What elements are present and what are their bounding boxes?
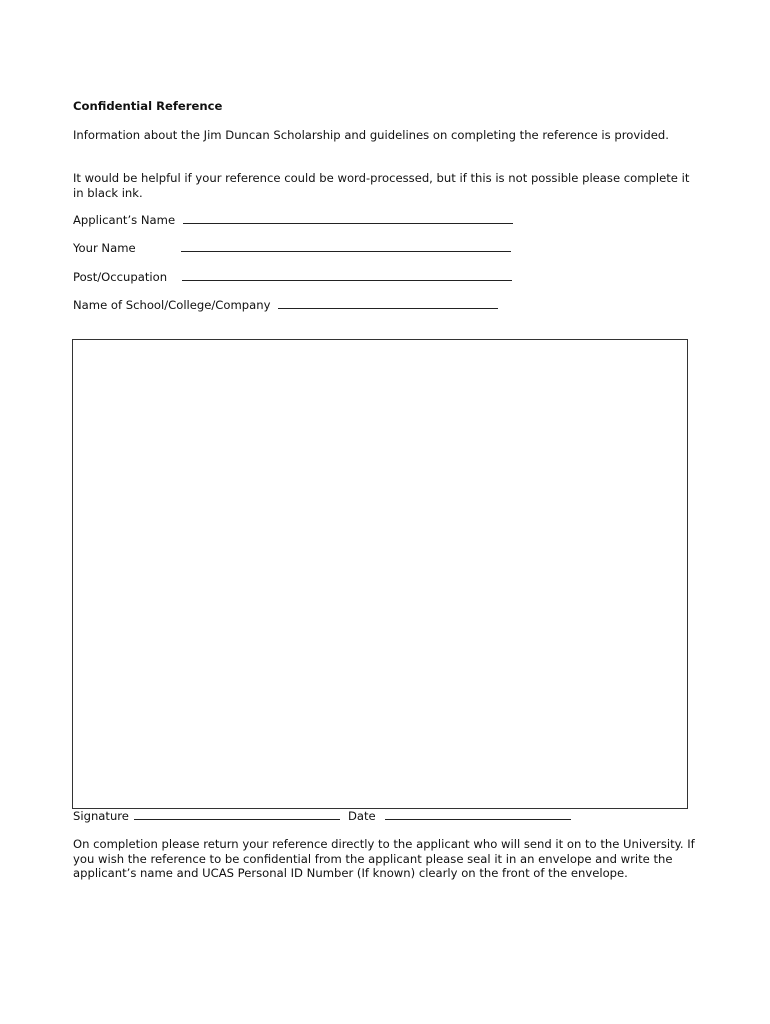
your-name-line[interactable] [181,240,511,252]
signature-label: Signature [73,809,129,823]
reference-text-box[interactable] [72,339,688,809]
applicant-name-field [73,212,513,228]
signature-line[interactable] [134,808,340,820]
form-title: Confidential Reference [73,99,223,113]
instruction-paragraph: It would be helpful if your reference could be word-processed, but if this is not possible please complete it in black ink. [73,171,690,200]
school-label: Name of School/College/Company [73,298,271,312]
post-occupation-label: Post/Occupation [73,270,168,284]
signature-date-row [73,808,571,824]
applicant-name-label: Applicant’s Name [73,213,176,227]
closing-paragraph: On completion please return your reference directly to the applicant who will send it on to the University. If you wish the reference to be confidential from the applicant please seal it in an envelope and write the applicant’s name and UCAS Personal ID Number (If known) clearly on the front of the envelope. [73,837,695,881]
post-occupation-line[interactable] [182,269,512,281]
applicant-name-line[interactable] [183,212,513,224]
intro-paragraph: Information about the Jim Duncan Scholarship and guidelines on completing the reference is provided. [73,128,669,142]
date-label: Date [347,809,376,823]
your-name-label: Your Name [73,241,136,255]
school-field [73,297,498,313]
post-occupation-field [73,269,512,285]
school-line[interactable] [278,297,498,309]
date-line[interactable] [385,808,571,820]
your-name-field [73,240,511,256]
